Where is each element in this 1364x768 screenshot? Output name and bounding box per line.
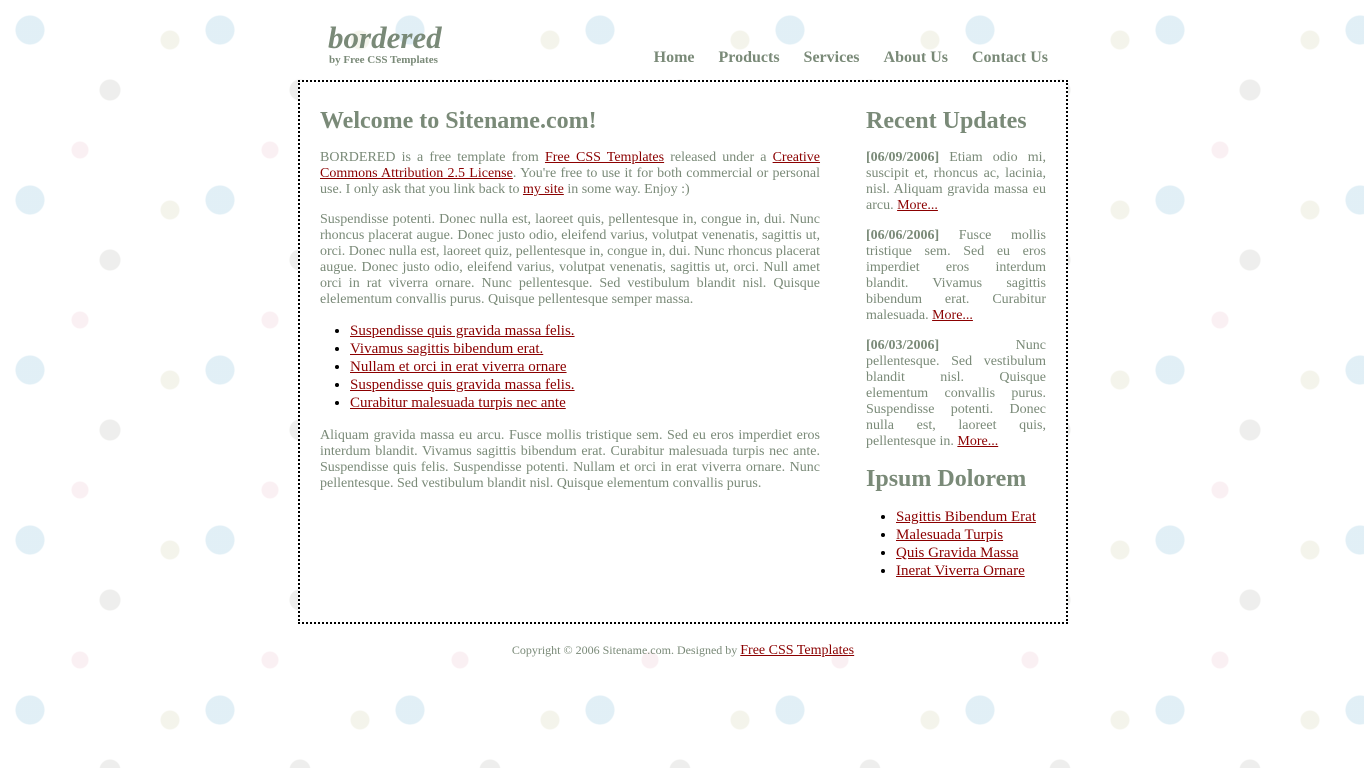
list-item	[896, 508, 1046, 526]
intro-text-3: . You're free to use it for both commercial or personal use. I only ask that you link back to	[320, 166, 820, 197]
main-menu	[630, 49, 1048, 67]
main-content	[320, 106, 820, 506]
body-paragraph-2: Suspendisse potenti. Donec nulla est, laoreet quis, pellentesque in, congue in, dui. Nunc rhoncus placerat augue. Donec justo odio, eleifend varius, volutpat venenatis, sagittis ut, orci. Donec nulla est, laoreet quiz, pellentesque in, congue in, dui. Nunc rhoncus placerat augue. Donec justo odio, eleifend varius, volutpat venenatis, sagittis ut, orci. Null amet orci in rat viverra ornare. Nunc pellentesque. Sed vestibulum blandit nisl. Quisque elelementum convallis purus. Quisque pellentesque semper massa.	[320, 212, 820, 307]
sidebar-link[interactable]: Sagittis Bibendum Erat	[896, 509, 1036, 525]
list-item	[350, 358, 820, 376]
content-link[interactable]: Nullam et orci in erat viverra ornare	[350, 359, 567, 375]
menu-link-services[interactable]: Services	[803, 49, 860, 66]
update-text: Nunc pellentesque. Sed vestibulum blandit nisl. Quisque elementum convallis purus. Suspendisse potenti. Donec nulla est, laoreet quis, pellentesque in.	[866, 338, 1046, 449]
site-header	[298, 16, 1068, 76]
list-item	[896, 526, 1046, 544]
recent-updates-heading: Recent Updates	[866, 108, 1027, 134]
update-date: [06/03/2006]	[866, 338, 940, 353]
page-box	[298, 80, 1068, 624]
intro-text-1: BORDERED is a free template from	[320, 150, 545, 165]
content-link[interactable]: Suspendisse quis gravida massa felis.	[350, 377, 575, 393]
list-item	[350, 322, 820, 340]
content-link[interactable]: Curabitur malesuada turpis nec ante	[350, 395, 566, 411]
list-item	[350, 376, 820, 394]
menu-item-contact-us	[972, 49, 1048, 67]
ipsum-dolorem-heading: Ipsum Dolorem	[866, 466, 1027, 492]
update-date: [06/09/2006]	[866, 150, 940, 165]
update-text: Fusce mollis tristique sem. Sed eu eros imperdiet eros interdum blandit. Vivamus sagittis bibendum erat. Curabitur malesuada.	[866, 228, 1046, 323]
sidebar-link[interactable]: Quis Gravida Massa	[896, 545, 1019, 561]
intro-text-2: released under a	[664, 150, 773, 165]
update-item	[866, 150, 1046, 214]
update-item	[866, 338, 1046, 450]
footer-free-css-templates-link[interactable]: Free CSS Templates	[740, 643, 855, 658]
sidebar-link[interactable]: Malesuada Turpis	[896, 527, 1004, 543]
list-item	[896, 562, 1046, 580]
my-site-link[interactable]: my site	[522, 182, 564, 197]
menu-link-home[interactable]: Home	[653, 49, 695, 66]
copyright-text: Copyright © 2006 Sitename.com. Designed by	[511, 643, 741, 657]
menu-link-about-us[interactable]: About Us	[883, 49, 948, 66]
license-link[interactable]: Creative Commons Attribution 2.5 License	[320, 150, 821, 181]
sidebar-link[interactable]: Inerat Viverra Ornare	[896, 563, 1025, 579]
update-date: [06/06/2006]	[866, 228, 940, 243]
list-item	[350, 394, 820, 412]
site-footer	[298, 643, 1068, 659]
update-item	[866, 228, 1046, 324]
update-text: Etiam odio mi, suscipit et, rhoncus ac, lacinia, nisl. Aliquam gravida massa eu arcu.	[866, 150, 1046, 213]
menu-link-products[interactable]: Products	[718, 49, 780, 66]
menu-item-products	[719, 49, 780, 67]
intro-paragraph	[320, 150, 820, 198]
menu-item-about-us	[884, 49, 948, 67]
more-link[interactable]: More...	[932, 308, 973, 323]
menu-item-services	[804, 49, 860, 67]
body-paragraph-3: Aliquam gravida massa eu arcu. Fusce mollis tristique sem. Sed eu eros imperdiet eros interdum blandit. Vivamus sagittis bibendum erat. Curabitur malesuada turpis nec ante. Suspendisse quis felis. Suspendisse potenti. Nullam et orci in erat viverra ornare. Nunc pellentesque. Sed vestibulum blandit nisl. Quisque elementum convallis purus.	[320, 428, 820, 491]
list-item	[350, 340, 820, 358]
list-item	[896, 544, 1046, 562]
menu-item-home	[654, 49, 695, 67]
free-css-templates-link[interactable]: Free CSS Templates	[544, 150, 665, 165]
intro-text-4: in some way. Enjoy :)	[563, 182, 690, 197]
ipsum-link-list	[866, 508, 1046, 580]
content-link[interactable]: Vivamus sagittis bibendum erat.	[350, 341, 544, 357]
content-link-list	[320, 322, 820, 412]
site-logo-title[interactable]: bordered	[328, 20, 442, 55]
more-link[interactable]: More...	[897, 198, 938, 213]
content-link[interactable]: Suspendisse quis gravida massa felis.	[350, 323, 575, 339]
menu-link-contact-us[interactable]: Contact Us	[972, 49, 1048, 66]
sidebar	[866, 106, 1046, 596]
welcome-heading: Welcome to Sitename.com!	[320, 108, 597, 134]
site-logo-subtitle: by Free CSS Templates	[329, 54, 438, 66]
more-link[interactable]: More...	[957, 434, 999, 449]
